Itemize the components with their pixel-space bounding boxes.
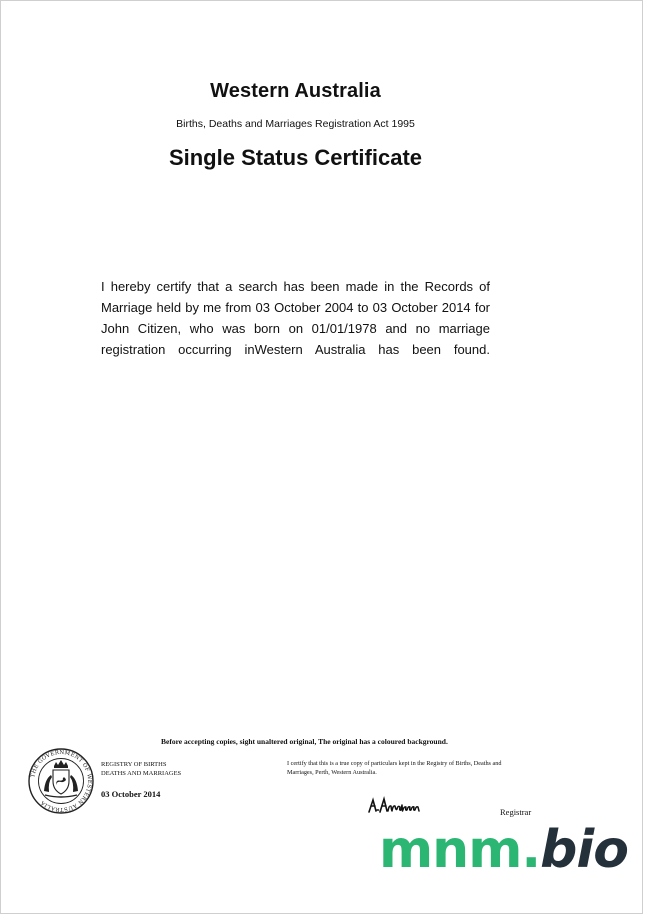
watermark-logo	[379, 815, 628, 885]
registration-act: Births, Deaths and Marriages Registration Act 1995	[176, 118, 415, 130]
issue-date: 03 October 2014	[101, 789, 161, 799]
certificate-title: Single Status Certificate	[168, 145, 423, 170]
registry-name	[101, 760, 181, 778]
authenticity-notice: Before accepting copies, sight unaltered original, The original has a coloured background.	[161, 737, 448, 746]
true-copy-note: I certify that this is a true copy of particulars kept in the Registry of Births, Deaths and Marriages, Perth, Western Australia.	[287, 760, 502, 776]
watermark-part-2: bio	[540, 820, 628, 880]
registrar-signature	[367, 794, 423, 816]
registry-line-1: REGISTRY OF BIRTHS	[101, 761, 167, 768]
issuing-state: Western Australia	[210, 80, 381, 102]
watermark-part-1: mnm.	[379, 820, 541, 880]
registry-line-2: DEATHS AND MARRIAGES	[101, 770, 182, 777]
registrar-label: Registrar	[500, 807, 532, 817]
seal-text: THE GOVERNMENT OF WESTERN AUSTRALIA	[30, 749, 93, 813]
certification-statement: I hereby certify that a search has been made in the Records of Marriage held by me from 03 October 2004 to 03 October 2014 for John Citizen, who was born on 01/01/1978 and no marriage registration occurring inWestern Australia has been found.	[101, 279, 490, 357]
government-seal-icon	[27, 747, 95, 815]
